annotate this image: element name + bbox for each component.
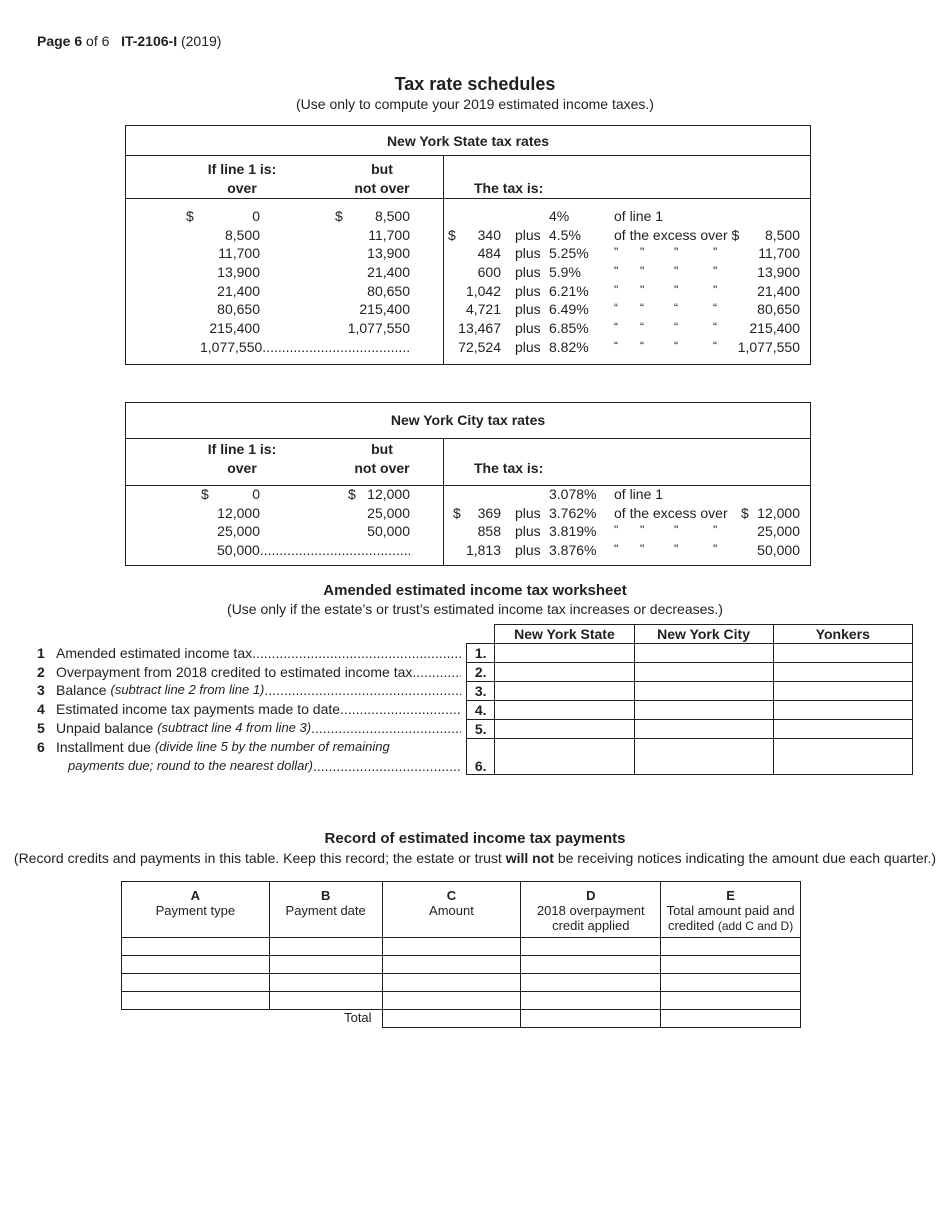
rec-total-c[interactable]	[382, 1010, 521, 1028]
ws-input-yonkers-2[interactable]	[773, 663, 912, 682]
ws-line-note: payments due; round to the nearest dollar)	[68, 758, 313, 773]
ws-box-label: 2.	[467, 663, 495, 682]
record-subtitle-c: be receiving notices indicating the amount due each quarter.)	[553, 850, 937, 866]
ws-input-nyc-4[interactable]	[634, 701, 773, 720]
dot-leader	[264, 682, 461, 698]
ws-line-note: (subtract line 4 from line 3)	[157, 720, 312, 735]
rec-cell[interactable]	[382, 974, 521, 992]
rec-total-row	[122, 1010, 801, 1028]
ws-input-yonkers-4[interactable]	[773, 701, 912, 720]
dot-leader	[311, 720, 461, 736]
ws-line-text: Overpayment from 2018 credited to estimated income tax	[56, 664, 413, 680]
record-table	[121, 881, 801, 1028]
dollar-sign: $	[448, 227, 456, 243]
nys-ditto: “	[614, 339, 618, 353]
page-header	[37, 33, 221, 49]
nyc-rate: 3.819%	[549, 523, 597, 539]
rec-cell[interactable]	[382, 956, 521, 974]
ws-line-note: (subtract line 2 from line 1)	[110, 682, 265, 697]
rec-col-letter: E	[726, 888, 735, 903]
rec-cell[interactable]	[661, 938, 801, 956]
nyc-rate: 3.876%	[549, 542, 597, 558]
nys-ditto: "	[674, 283, 679, 297]
ws-input-yonkers-5[interactable]	[773, 720, 912, 739]
dollar-sign: $	[453, 505, 461, 521]
nys-ditto: “	[640, 339, 644, 353]
nyc-base: 369	[477, 505, 501, 521]
nys-over: 21,400	[217, 283, 260, 299]
rec-col-label: Amount	[429, 903, 474, 918]
nys-notover: 21,400	[367, 264, 410, 280]
rec-col-letter: D	[586, 888, 596, 903]
nys-ditto: “	[674, 339, 678, 353]
nyc-over: 12,000	[217, 505, 260, 521]
rec-cell[interactable]	[521, 956, 661, 974]
ws-line-num: 1	[37, 645, 45, 661]
rec-col-letter: B	[320, 888, 331, 903]
ws-line	[37, 682, 461, 698]
nyc-of: of the excess over	[614, 505, 728, 521]
nys-notover: 215,400	[359, 301, 410, 317]
nys-over: 1,077,550	[200, 339, 263, 355]
ws-line-text: Installment due	[56, 739, 151, 755]
rec-cell[interactable]	[269, 956, 382, 974]
nys-plus: plus	[515, 320, 541, 336]
nyc-over: 50,000	[217, 542, 260, 558]
record-title: Record of estimated income tax payments	[324, 830, 626, 847]
rec-cell[interactable]	[661, 956, 801, 974]
rec-col-label: Payment type	[155, 903, 236, 918]
nys-over: 0	[252, 208, 260, 224]
rec-col-a	[122, 882, 270, 938]
nyc-plus: plus	[515, 523, 541, 539]
ws-input-nyc-6[interactable]	[634, 739, 773, 775]
rec-col-letter: C	[446, 888, 457, 903]
nys-rate: 4.5%	[549, 227, 581, 243]
nyc-excess: 25,000	[757, 523, 800, 539]
nys-ditto: "	[614, 264, 619, 278]
nys-excess: 11,700	[758, 245, 800, 261]
nyc-ditto: "	[713, 523, 718, 537]
form-year: (2019)	[180, 33, 222, 49]
rec-col-label-text: Total amount paid and credited	[666, 903, 795, 933]
nys-ditto: "	[640, 264, 645, 278]
dollar-sign: $	[335, 208, 343, 224]
ws-col-nyc: New York City	[634, 625, 773, 644]
nys-rate: 6.21%	[549, 283, 589, 299]
nys-ditto: “	[640, 320, 644, 334]
ws-box-label: 1.	[467, 644, 495, 663]
nyc-h-tax: The tax is:	[474, 460, 544, 476]
nyc-ditto: "	[674, 523, 679, 537]
schedules-title: Tax rate schedules	[394, 74, 556, 94]
nys-over: 215,400	[209, 320, 260, 336]
nyc-plus: plus	[515, 542, 541, 558]
dot-leader	[260, 542, 410, 558]
ws-line-num: 3	[37, 682, 45, 698]
rec-row	[122, 992, 801, 1010]
ws-input-nys-3[interactable]	[495, 682, 634, 701]
nyc-base: 1,813	[465, 542, 501, 558]
nys-base: 484	[477, 245, 501, 261]
nyc-of: of line 1	[614, 486, 664, 502]
ws-line-text: Amended estimated income tax	[56, 645, 253, 661]
nyc-over: 25,000	[217, 523, 260, 539]
ws-line	[37, 701, 461, 717]
dot-leader	[340, 701, 461, 717]
nyc-plus: plus	[515, 505, 541, 521]
nys-ditto: "	[713, 283, 718, 297]
ws-line-text: Unpaid balance	[56, 720, 154, 736]
ws-input-yonkers-3[interactable]	[773, 682, 912, 701]
nys-plus: plus	[515, 245, 541, 261]
ws-line-num: 2	[37, 664, 45, 680]
dollar-sign: $	[186, 208, 194, 224]
worksheet-grid	[466, 624, 913, 775]
rec-total-label: Total	[269, 1010, 382, 1028]
nys-notover: 1,077,550	[347, 320, 410, 336]
nys-base: 72,524	[458, 339, 501, 355]
rec-col-c	[382, 882, 521, 938]
rec-cell[interactable]	[122, 956, 270, 974]
rec-cell[interactable]	[269, 992, 382, 1010]
rec-row	[122, 974, 801, 992]
nyc-ditto: "	[674, 542, 679, 556]
nys-over: 8,500	[224, 227, 260, 243]
nys-h-tax: The tax is:	[474, 180, 544, 196]
rec-col-label: 2018 overpayment credit applied	[536, 903, 645, 933]
rec-total-e[interactable]	[661, 1010, 801, 1028]
dollar-sign: $	[741, 505, 749, 521]
nys-notover: 80,650	[367, 283, 410, 299]
rec-cell[interactable]	[382, 938, 521, 956]
nys-rate: 4%	[549, 208, 570, 224]
nys-base: 1,042	[465, 283, 501, 299]
nys-ditto: “	[713, 301, 717, 315]
rec-cell[interactable]	[122, 992, 270, 1010]
rec-cell[interactable]	[521, 938, 661, 956]
ws-col-yonkers: Yonkers	[773, 625, 912, 644]
ws-input-yonkers-1[interactable]	[773, 644, 912, 663]
nys-ditto: “	[674, 301, 678, 315]
ws-input-nys-1[interactable]	[495, 644, 634, 663]
nys-over: 13,900	[217, 264, 260, 280]
nyc-last-over	[160, 542, 410, 558]
rec-cell[interactable]	[269, 938, 382, 956]
nys-h-notover: not over	[354, 180, 410, 196]
ws-input-nys-6[interactable]	[495, 739, 634, 775]
ws-line-num: 5	[37, 720, 45, 736]
record-subtitle-a: (Record credits and payments in this table. Keep this record; the estate or trust	[13, 850, 506, 866]
nys-notover: 8,500	[374, 208, 410, 224]
ws-box-label: 5.	[467, 720, 495, 739]
dot-leader	[252, 645, 461, 661]
ws-box-label: 6.	[467, 739, 495, 775]
ws-box-label: 4.	[467, 701, 495, 720]
nys-plus: plus	[515, 283, 541, 299]
nys-plus: plus	[515, 339, 541, 355]
rec-cell[interactable]	[382, 992, 521, 1010]
ws-col-nys: New York State	[495, 625, 634, 644]
nyc-excess: 50,000	[757, 542, 800, 558]
ws-line	[37, 645, 461, 661]
nys-notover: 13,900	[367, 245, 410, 261]
nys-plus: plus	[515, 301, 541, 317]
nyc-h-if: If line 1 is:	[207, 441, 277, 457]
ws-line-num: 6	[37, 739, 45, 755]
nys-h-if: If line 1 is:	[207, 161, 277, 177]
rec-col-label	[661, 903, 800, 933]
nyc-ditto: "	[614, 523, 619, 537]
nyc-ditto: "	[614, 542, 619, 556]
nys-ditto: "	[713, 264, 718, 278]
nyc-rate: 3.078%	[549, 486, 597, 502]
rec-total-d[interactable]	[521, 1010, 661, 1028]
rec-cell[interactable]	[122, 938, 270, 956]
nyc-rate: 3.762%	[549, 505, 597, 521]
rec-col-label-note: (add C and D)	[717, 919, 794, 933]
rec-cell[interactable]	[122, 974, 270, 992]
nys-excess: 13,900	[757, 264, 800, 280]
dot-leader	[313, 758, 461, 774]
nys-ditto: “	[713, 320, 717, 334]
ws-line-text: Balance	[56, 682, 107, 698]
nyc-ditto: "	[640, 542, 645, 556]
rec-cell[interactable]	[661, 974, 801, 992]
nyc-title: New York City tax rates	[390, 412, 546, 428]
nys-over: 11,700	[218, 245, 260, 261]
ws-line-cont	[68, 758, 461, 774]
nys-base: 340	[477, 227, 501, 243]
rec-cell[interactable]	[269, 974, 382, 992]
nyc-ditto: "	[713, 542, 718, 556]
rec-cell[interactable]	[521, 992, 661, 1010]
ws-input-nyc-3[interactable]	[634, 682, 773, 701]
ws-line-num: 4	[37, 701, 45, 717]
rec-cell[interactable]	[521, 974, 661, 992]
ws-input-nyc-1[interactable]	[634, 644, 773, 663]
nyc-h-notover: not over	[354, 460, 410, 476]
record-subtitle	[0, 850, 950, 866]
nys-plus: plus	[515, 264, 541, 280]
nyc-h-but: but	[371, 441, 393, 457]
nys-ditto: "	[674, 245, 679, 259]
nys-ditto: “	[614, 320, 618, 334]
nys-title: New York State tax rates	[386, 133, 550, 149]
nys-base: 600	[477, 264, 501, 280]
ws-line	[37, 739, 461, 755]
nys-ditto: “	[640, 301, 644, 315]
rec-row	[122, 938, 801, 956]
dot-leader	[412, 664, 461, 680]
rec-col-b	[269, 882, 382, 938]
nys-base: 13,467	[458, 320, 501, 336]
nys-excess: 8,500	[764, 227, 800, 243]
nys-excess: 80,650	[757, 301, 800, 317]
nys-last-over	[160, 339, 410, 355]
ws-input-nys-5[interactable]	[495, 720, 634, 739]
nyc-base: 858	[477, 523, 501, 539]
nys-ditto: "	[674, 264, 679, 278]
page-of: of 6	[86, 33, 110, 49]
record-subtitle-b: will not	[505, 850, 554, 866]
nyc-excess: 12,000	[757, 505, 800, 521]
nys-ditto: "	[640, 283, 645, 297]
nys-h-but: but	[371, 161, 393, 177]
nys-ditto: “	[713, 339, 717, 353]
ws-box-label: 3.	[467, 682, 495, 701]
nys-rate: 8.82%	[549, 339, 589, 355]
nys-over: 80,650	[217, 301, 260, 317]
nys-ditto: "	[614, 283, 619, 297]
nys-excess: 215,400	[749, 320, 800, 336]
nys-ditto: "	[713, 245, 718, 259]
form-number: IT-2106-I	[121, 33, 178, 49]
ws-line-note: (divide line 5 by the number of remaining	[154, 739, 390, 754]
nys-of: of the excess over $	[614, 227, 740, 243]
ws-input-nys-2[interactable]	[495, 663, 634, 682]
nys-rate: 6.85%	[549, 320, 589, 336]
worksheet-subtitle: (Use only if the estate’s or trust’s estimated income tax increases or decreases.)	[227, 601, 723, 617]
ws-line	[37, 664, 461, 680]
dollar-sign: $	[348, 486, 356, 502]
rec-col-d	[521, 882, 661, 938]
nyc-notover: 50,000	[367, 523, 410, 539]
nys-base: 4,721	[465, 301, 501, 317]
nys-of: of line 1	[614, 208, 664, 224]
nys-excess: 1,077,550	[737, 339, 800, 355]
worksheet-title: Amended estimated income tax worksheet	[323, 582, 627, 599]
nys-rate: 5.25%	[549, 245, 589, 261]
nyc-h-over: over	[227, 460, 257, 476]
nys-notover: 11,700	[368, 227, 410, 243]
nyc-over: 0	[252, 486, 260, 502]
nyc-notover: 25,000	[367, 505, 410, 521]
rec-col-label: Payment date	[285, 903, 366, 918]
ws-line-text: Estimated income tax payments made to date	[56, 701, 341, 717]
nys-plus: plus	[515, 227, 541, 243]
nys-rate: 5.9%	[549, 264, 581, 280]
ws-input-nyc-5[interactable]	[634, 720, 773, 739]
ws-input-yonkers-6[interactable]	[773, 739, 912, 775]
dollar-sign: $	[201, 486, 209, 502]
nys-ditto: “	[674, 320, 678, 334]
nyc-notover: 12,000	[367, 486, 410, 502]
ws-line	[37, 720, 461, 736]
nys-ditto: "	[614, 245, 619, 259]
rec-cell[interactable]	[661, 992, 801, 1010]
page-label: Page 6	[37, 33, 83, 49]
nys-h-over: over	[227, 180, 257, 196]
schedules-subtitle: (Use only to compute your 2019 estimated income taxes.)	[296, 96, 654, 112]
rec-row	[122, 956, 801, 974]
nys-ditto: “	[614, 301, 618, 315]
dot-leader	[262, 339, 410, 355]
ws-input-nys-4[interactable]	[495, 701, 634, 720]
nys-excess: 21,400	[757, 283, 800, 299]
rec-col-e	[661, 882, 801, 938]
ws-input-nyc-2[interactable]	[634, 663, 773, 682]
rec-col-letter: A	[190, 888, 201, 903]
nyc-ditto: "	[640, 523, 645, 537]
nys-rate: 6.49%	[549, 301, 589, 317]
nys-ditto: "	[640, 245, 645, 259]
